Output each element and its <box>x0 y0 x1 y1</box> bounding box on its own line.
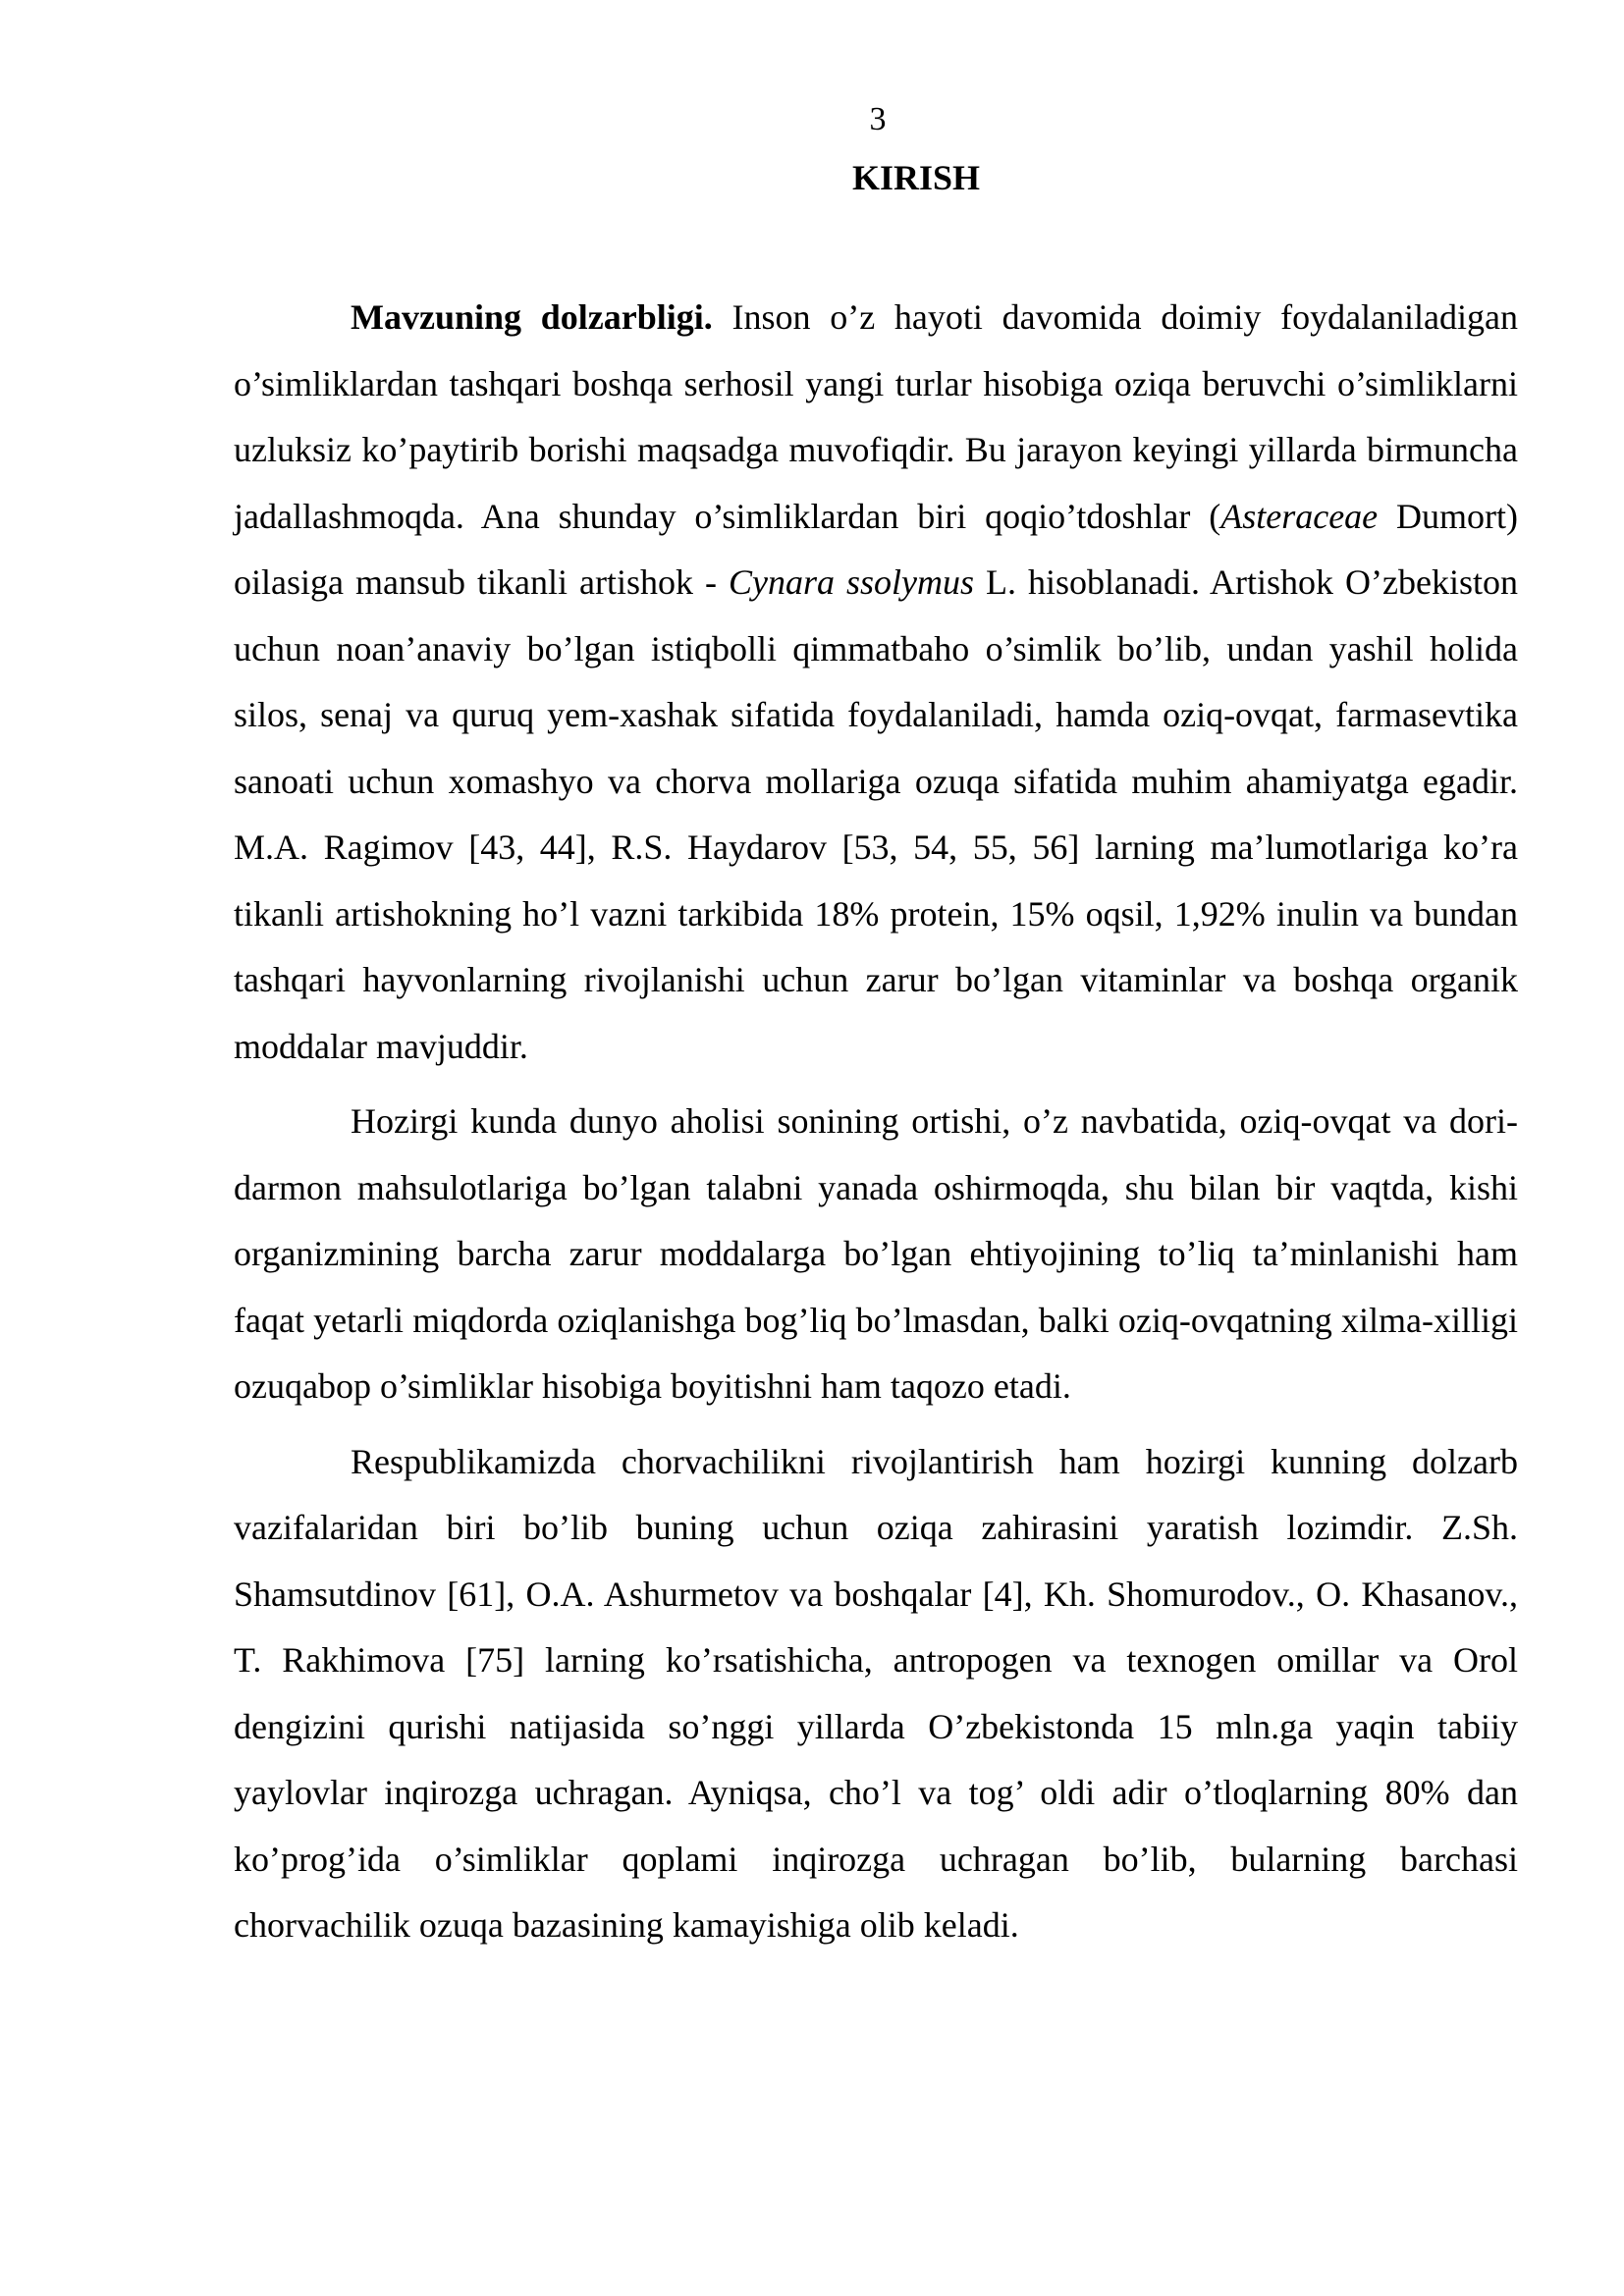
section-heading: KIRISH <box>851 158 981 197</box>
paragraph-lead-title: Mavzuning dolzarbligi. <box>351 297 713 337</box>
paragraph-text: Dumort) oilasiga mansub tikanli artishok - <box>234 496 1518 602</box>
paragraph-text: Inson o’z hayoti davomida doimiy foydalaniladigan o’simliklardan tashqari boshqa serhosil yangi turlar hisobiga oziqa beruvchi o’simliklarni uzluksiz ko’paytirib borishi maqsadga muvofiqdir. Bu jarayon keyingi yillarda birmuncha jadallashmoqda. Ana shunday o’simliklardan biri qoqio’tdoshlar ( <box>234 297 1518 536</box>
taxon-species-name: Cynara ssolymus <box>728 562 975 602</box>
paragraph-livestock: Respublikamizda chorvachilikni rivojlantirish ham hozirgi kunning dolzarb vazifalaridan biri bo’lib buning uchun oziqa zahirasini yaratish lozimdir. Z.Sh. Shamsutdinov [61], O.A. Ashurmetov va boshqalar [4], Kh. Shomurodov., O. Khasanov., T. Rakhimova [75] larning ko’rsatishicha, antropogen va texnogen omillar va Orol dengizini qurishi natijasida so’nggi yillarda O’zbekistonda 15 mln.ga yaqin tabiiy yaylovlar inqirozga uchragan. Ayniqsa, cho’l va tog’ oldi adir o’tloqlarning 80% dan ko’prog’ida o’simliklar qoplami inqirozga uchragan bo’lib, bularning barchasi chorvachilik ozuqa bazasining kamayishiga olib keladi. <box>234 1441 1518 1945</box>
body-text <box>234 285 1518 1968</box>
page-number: 3 <box>869 101 887 137</box>
taxon-family-name: Asteraceae <box>1220 496 1379 536</box>
paragraph-relevance <box>234 285 1518 1080</box>
paragraph-population: Hozirgi kunda dunyo aholisi sonining ortishi, o’z navbatida, oziq-ovqat va dori-darmon mahsulotlariga bo’lgan talabni yanada oshirmoqda, shu bilan bir vaqtda, kishi organizmining barcha zarur moddalarga bo’lgan ehtiyojining to’liq ta’minlanishi ham faqat yetarli miqdorda oziqlanishga bog’liq bo’lmasdan, balki oziq-ovqatning xilma-xilligi ozuqabop o’simliklar hisobiga boyitishni ham taqozo etadi. <box>234 1101 1518 1406</box>
paragraph-text: L. hisoblanadi. Artishok O’zbekiston uchun noan’anaviy bo’lgan istiqbolli qimmatbaho o’simlik bo’lib, undan yashil holida silos, senaj va quruq yem-xashak sifatida foydalaniladi, hamda oziq-ovqat, farmasevtika sanoati uchun xomashyo va chorva mollariga ozuqa sifatida muhim ahamiyatga egadir. M.A. Ragimov [43, 44], R.S. Haydarov [53, 54, 55, 56] larning ma’lumotlariga ko’ra tikanli artishokning ho’l vazni tarkibida 18% protein, 15% oqsil, 1,92% inulin va bundan tashqari hayvonlarning rivojlanishi uchun zarur bo’lgan vitaminlar va boshqa organik moddalar mavjuddir. <box>234 562 1518 1066</box>
